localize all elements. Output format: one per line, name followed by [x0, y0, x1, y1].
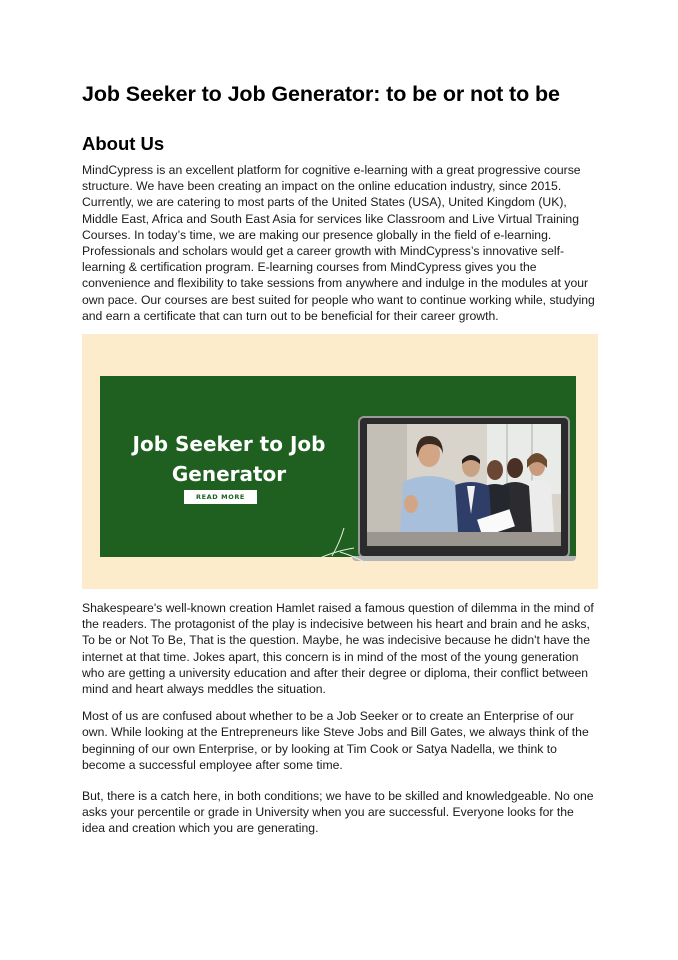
laptop-frame: [358, 416, 570, 558]
intro-paragraph: MindCypress is an excellent platform for cognitive e-learning with a great progressive course structure. We have been creating an impact on the online education industry, since 2015. Currently, we are catering to most parts of the United States (USA), United Kingdom (UK), Middle East, Africa and South East Asia for services like Classroom and Live Virtual Training Courses. In today’s time, we are making our presence globally in the field of e-learning. Professionals and scholars would get a career growth with MindCypress’s innovative self-learning & certification program. E-learning courses from MindCypress gives you the convenience and flexibility to take sessions from anywhere and indulge in the modules at your own pace. Our courses are best suited for people who want to continue working while, studying and earn a certificate that can turn out to be beneficial for their career growth.: [82, 163, 595, 323]
banner-title-line1: Job Seeker to Job: [132, 432, 326, 457]
business-people-photo-icon: [367, 424, 561, 546]
meeting-photo-illustration: [367, 424, 561, 546]
paragraph-job-seeker: Most of us are confused about whether to be a Job Seeker or to create an Enterprise of our own. While looking at the Entrepreneurs like Steve Jobs and Bill Gates, we always think of the beginning of our own Enterprise, or by looking at Tim Cook or Satya Nadella, we think to become a successful employee after some time.: [82, 709, 589, 772]
banner-title: [114, 429, 344, 489]
read-more-button[interactable]: READ MORE: [184, 490, 257, 504]
section-heading-about-us: About Us: [82, 133, 165, 154]
document-page: [82, 80, 598, 837]
paragraph-hamlet: Shakespeare's well-known creation Hamlet raised a famous question of dilemma in the mind of the readers. The protagonist of the play is indecisive between his heart and brain and he asks, To be or Not To Be, That is the question. Maybe, he was indecisive because he didn't have the internet at that time. Jokes apart, this concern is in mind of the most of the young generation who are getting a university education and after their degree or diploma, their conflict between mind and heart always meddles the situation.: [82, 601, 594, 697]
banner-panel: [100, 376, 576, 557]
sparkle-bottom-icon: [310, 526, 370, 566]
job-seeker-banner-image: [82, 334, 598, 589]
laptop-base: [352, 556, 576, 561]
paragraph-catch: But, there is a catch here, in both conditions; we have to be skilled and knowledgeable. No one asks your percentile or grade in University when you are successful. Everyone looks for the idea and creation which you are generating.: [82, 789, 594, 836]
banner-title-line2: Generator: [171, 462, 287, 487]
document-title: Job Seeker to Job Generator: to be or not to be: [82, 82, 560, 106]
